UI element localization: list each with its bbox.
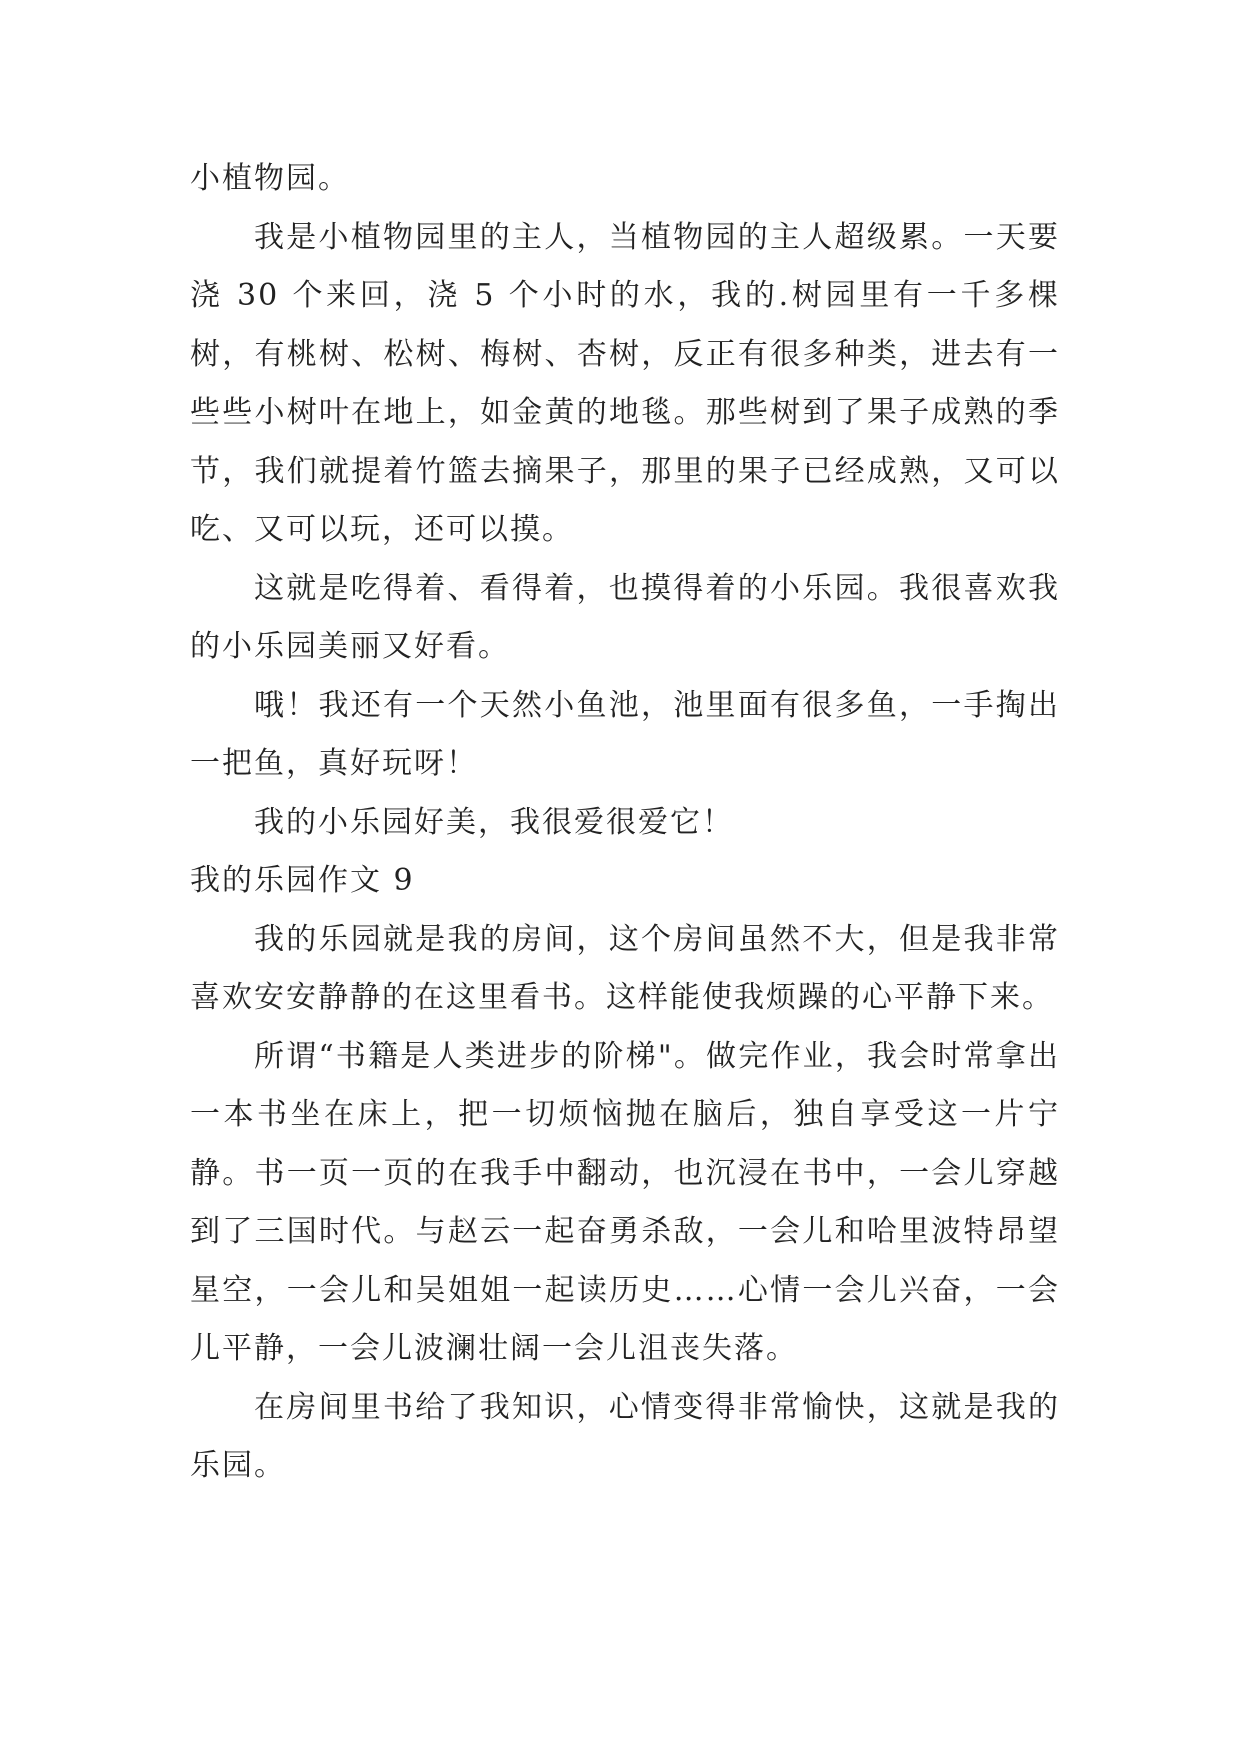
paragraph: 所谓“书籍是人类进步的阶梯"。做完作业，我会时常拿出一本书坐在床上，把一切烦恼抛在脑后，独自享受这一片宁静。书一页一页的在我手中翻动，也沉浸在书中，一会儿穿越到了三国时代。与赵云一起奋勇杀敌，一会儿和哈里波特昂望星空，一会儿和吴姐姐一起读历史……心情一会儿兴奋，一会儿平静，一会儿波澜壮阔一会儿沮丧失落。 [190, 1038, 1060, 1366]
document-body [190, 150, 1060, 1496]
paragraph: 这就是吃得着、看得着，也摸得着的小乐园。我很喜欢我的小乐园美丽又好看。 [190, 570, 1060, 664]
paragraph: 在房间里书给了我知识，心情变得非常愉快，这就是我的乐园。 [190, 1389, 1060, 1483]
paragraph: 小植物园。 [190, 161, 350, 196]
paragraph: 哦！我还有一个天然小鱼池，池里面有很多鱼，一手掏出一把鱼，真好玩呀！ [190, 687, 1060, 781]
paragraph: 我是小植物园里的主人，当植物园的主人超级累。一天要浇 30 个来回，浇 5 个小时的水，我的.树园里有一千多棵树，有桃树、松树、梅树、杏树，反正有很多种类，进去有一些些小树叶在地上，如金黄的地毯。那些树到了果子成熟的季节，我们就提着竹篮去摘果子，那里的果子已经成熟，又可以吃、又可以玩，还可以摸。 [190, 219, 1060, 547]
paragraph: 我的乐园就是我的房间，这个房间虽然不大，但是我非常喜欢安安静静的在这里看书。这样能使我烦躁的心平静下来。 [190, 921, 1060, 1015]
section-heading: 我的乐园作文 9 [190, 863, 415, 898]
paragraph: 我的小乐园好美，我很爱很爱它！ [254, 804, 734, 840]
